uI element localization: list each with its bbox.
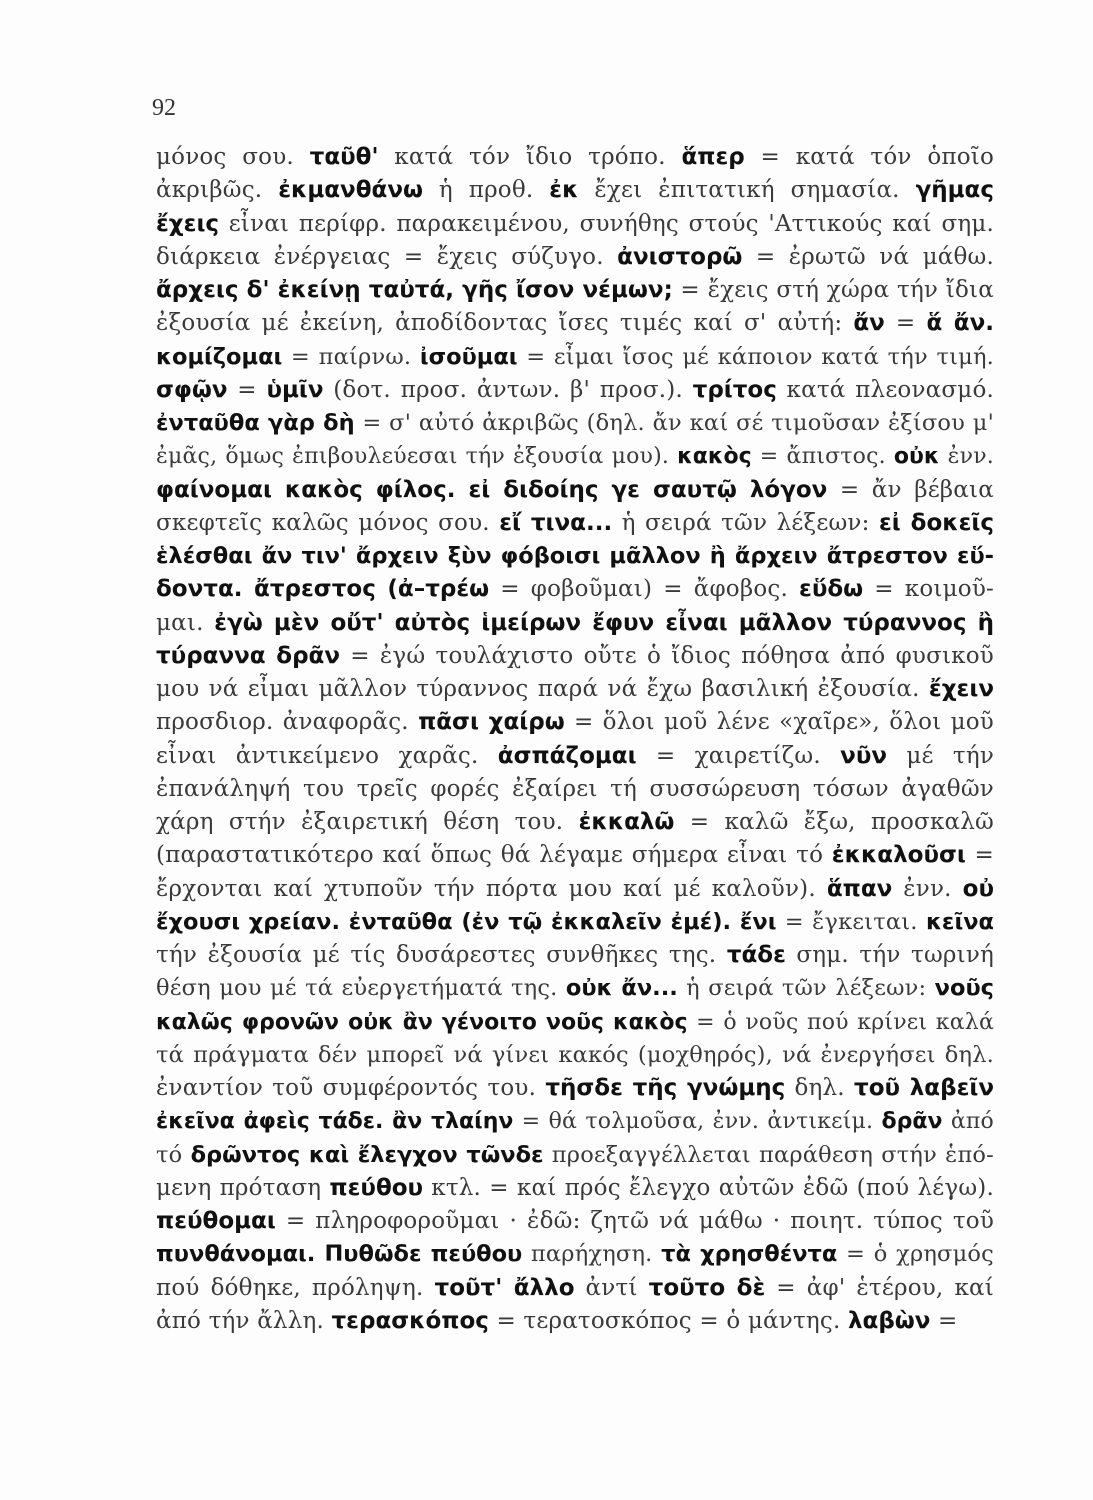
gloss-text: = ἄπιστος. — [751, 444, 894, 470]
gloss-text: ἡ σειρά τῶν λέξεων: — [612, 509, 879, 536]
gloss-text: = κοιμοῦ- — [863, 576, 994, 603]
lemma-bold: ἀνιστορῶ — [617, 243, 743, 270]
lemma-bold: γῆμας — [915, 177, 994, 204]
gloss-text: = ὁ νοῦς πού κρίνει καλά — [687, 1009, 994, 1035]
lemma-bold: τερασκόπος — [331, 1307, 489, 1334]
lemma-bold: σφῷν — [156, 376, 228, 403]
lemma-bold: ἄν — [853, 310, 885, 337]
text-line — [156, 1038, 994, 1071]
lemma-bold: ἄρχεις δ' ἐκείνῃ ταὐτά, γῆς ἴσον νέμων; — [156, 277, 673, 303]
gloss-text: μου νά εἶμαι μᾶλλον τύραννος παρά νά ἔχω βασιλική ἐξουσία. — [156, 676, 929, 702]
gloss-text: μόνος σου. — [156, 144, 310, 170]
text-line — [156, 739, 994, 772]
lemma-bold: ἐκκαλῶ — [578, 809, 675, 835]
commentary-text — [156, 140, 994, 1337]
lemma-bold: φαίνομαι κακὸς φίλος. εἰ διδοίης γε σαυτῷ λόγον — [156, 476, 828, 503]
gloss-text: (παραστατικότερο καί ὅπως θά λέγαμε σήμερα εἶναι τό — [156, 842, 832, 869]
text-line — [156, 1138, 994, 1171]
text-line — [156, 207, 994, 240]
gloss-text: τό — [156, 1141, 191, 1168]
text-line — [156, 838, 994, 871]
gloss-text: ἀπό — [942, 1109, 994, 1135]
lemma-bold: πᾶσι χαίρω — [418, 709, 565, 736]
lemma-bold: πεύθου — [329, 1174, 424, 1201]
gloss-text: κτλ. = καί πρός ἔλεγχο αὐτῶν ἐδῶ (πού λέγω). — [423, 1174, 994, 1201]
text-line — [156, 1171, 994, 1204]
text-line — [156, 1237, 994, 1270]
lemma-bold: ἐνταῦθα γὰρ δὴ — [156, 410, 355, 436]
lemma-bold: νοῦς — [934, 975, 994, 1002]
gloss-text: ἀκριβῶς. — [156, 177, 279, 204]
lemma-bold: κακὸς — [677, 444, 752, 470]
text-line — [156, 306, 994, 339]
gloss-text: ἐναντίον τοῦ συμφέροντός του. — [156, 1075, 546, 1101]
lemma-bold: νῦν — [840, 742, 888, 769]
gloss-text: ἔχει ἐπιτατική σημασία. — [578, 177, 916, 204]
lemma-bold: εἰ δοκεῖς — [878, 509, 994, 536]
lemma-bold: ἅπερ — [681, 144, 745, 170]
text-line — [156, 1071, 994, 1104]
gloss-text: ἡ προθ. — [422, 177, 550, 204]
lemma-bold: κομίζομαι — [156, 343, 283, 370]
lemma-bold: πυνθάνομαι. Πυθῶδε πεύθου — [156, 1241, 523, 1268]
lemma-bold: τύραννα δρᾶν — [156, 642, 341, 669]
lemma-bold: ἰσοῦμαι — [419, 343, 518, 370]
gloss-text: χάρη στήν ἐξαιρετική θέση του. — [156, 809, 579, 835]
lemma-bold: ἐγὼ μὲν οὔτ' αὐτὸς ἱμείρων ἔφυν εἶναι μᾶλλον τύραννος ἢ — [214, 609, 994, 636]
gloss-text: = πληροφοροῦμαι · ἐδῶ: ζητῶ νά μάθω · ποιητ. τύπος τοῦ — [275, 1208, 994, 1234]
text-line — [156, 340, 994, 373]
text-line — [156, 938, 994, 971]
text-line — [156, 406, 994, 439]
lemma-bold: ἔχειν — [928, 676, 994, 702]
text-line — [156, 1204, 994, 1237]
text-line — [156, 273, 994, 306]
gloss-text: κατά πλεονασμό. — [776, 376, 994, 403]
text-line — [156, 606, 994, 639]
lemma-bold: ἔχεις — [156, 210, 220, 237]
lemma-bold: καλῶς φρονῶν οὐκ ἂν γένοιτο νοῦς κακὸς — [156, 1009, 688, 1035]
gloss-text: = — [227, 376, 267, 403]
gloss-text: ἐξουσία μέ ἐκείνη, ἀποδίδοντας ἴσες τιμές καί σ' αὐτή: — [156, 310, 854, 337]
gloss-text: μαι. — [156, 609, 215, 636]
lemma-bold: δρᾶν — [881, 1109, 943, 1135]
text-line — [156, 672, 994, 705]
gloss-text: ἐνν. — [939, 444, 994, 470]
lemma-bold: τοῦτ' ἄλλο — [434, 1274, 575, 1301]
gloss-text: ἀπό τήν ἄλλη. — [156, 1307, 332, 1334]
text-line — [156, 572, 994, 605]
gloss-text: ἐπανάληψή του τρεῖς φορές ἐξαίρει τή συσσώρευση τόσων ἀγαθῶν — [156, 775, 994, 802]
gloss-text: = ἄν βέβαια — [827, 476, 994, 503]
gloss-text: ἡ σειρά τῶν λέξεων: — [677, 975, 935, 1002]
text-line — [156, 1104, 994, 1137]
text-line — [156, 140, 994, 173]
gloss-text: = ἐρωτῶ νά μάθω. — [742, 243, 994, 270]
lemma-bold: εἴ τινα... — [499, 509, 613, 536]
gloss-text: δηλ. — [785, 1075, 855, 1101]
text-line — [156, 373, 994, 406]
gloss-text: = — [930, 1307, 958, 1334]
lemma-bold: ἀσπάζομαι — [497, 742, 637, 769]
lemma-bold: ὑμῖν — [266, 376, 324, 403]
gloss-text: = ἔχεις στή χώρα τήν ἴδια — [672, 277, 994, 303]
gloss-text: = σ' αὐτό ἀκριβῶς (δηλ. ἄν καί σέ τιμοῦσαν ἐξίσου μ' — [354, 410, 994, 436]
gloss-text: παρήχηση. — [522, 1241, 662, 1268]
lemma-bold: ἐκεῖνα ἀφεὶς τάδε. ἂν τλαίην — [156, 1109, 514, 1135]
gloss-text: πού δόθηκε, πρόληψη. — [156, 1274, 435, 1301]
gloss-text: = φοβοῦμαι) = ἄφοβος. — [489, 576, 800, 603]
lemma-bold: ἐκμανθάνω — [278, 177, 423, 204]
gloss-text: σημ. τήν τωρινή — [785, 942, 994, 968]
gloss-text: εἶναι ἀντικείμενο χαρᾶς. — [156, 742, 498, 769]
lemma-bold: πεύθομαι — [156, 1208, 276, 1234]
lemma-bold: οὐκ — [893, 444, 940, 470]
text-line — [156, 772, 994, 805]
gloss-text: ἔρχονται καί χτυποῦν τήν πόρτα μου καί μέ καλοῦν). — [156, 875, 827, 902]
lemma-bold: τὰ χρησθέντα — [661, 1241, 838, 1268]
lemma-bold: ἅπαν — [826, 875, 893, 902]
text-line — [156, 240, 994, 273]
lemma-bold: δρῶντος καὶ ἔλεγχον τῶνδε — [190, 1141, 544, 1168]
lemma-bold: ἐκ — [549, 177, 579, 204]
gloss-text: ἐνν. — [892, 875, 963, 902]
gloss-text: προσδιορ. ἀναφορᾶς. — [156, 709, 419, 736]
text-line — [156, 1271, 994, 1304]
gloss-text: = ἔγκειται. — [776, 908, 926, 935]
text-line — [156, 705, 994, 738]
text-line — [156, 439, 994, 472]
gloss-text: εἶναι περίφρ. παρακειμένου, συνήθης στούς 'Αττικούς καί σημ. — [219, 210, 994, 237]
gloss-text: προεξαγγέλλεται παράθεση στήν ἑπό- — [543, 1141, 994, 1168]
lemma-bold: λαβὼν — [847, 1307, 931, 1334]
lemma-bold: οὐ — [962, 875, 994, 902]
gloss-text: = παίρνω. — [282, 343, 420, 370]
gloss-text: διάρκεια ἐνέργειας = ἔχεις σύζυγο. — [156, 243, 618, 270]
gloss-text: ἐμᾶς, ὅμως ἐπιβουλεύεσαι τήν ἐξουσία μου). — [156, 444, 678, 470]
lemma-bold: ἑλέσθαι ἄν τιν' ἄρχειν ξὺν φόβοισι μᾶλλον ἢ ἄρχειν ἄτρεστον εὕ- — [156, 543, 994, 569]
gloss-text: = ὁ χρησμός — [837, 1241, 994, 1268]
gloss-text: = — [965, 842, 994, 869]
gloss-text: σκεφτεῖς καλῶς μόνος σου. — [156, 509, 500, 536]
lemma-bold: δοντα. ἄτρεστος (ἀ–τρέω — [156, 576, 490, 603]
text-line — [156, 539, 994, 572]
text-line — [156, 506, 994, 539]
gloss-text: = ἀφ' ἑτέρου, καί — [765, 1274, 994, 1301]
text-line — [156, 173, 994, 206]
gloss-text: ἀντί — [574, 1274, 649, 1301]
gloss-text: κατά τόν ἴδιο τρόπο. — [378, 144, 682, 170]
gloss-text: τήν ἐξουσία μέ τίς δυσάρεστες συνθῆκες της. — [156, 942, 727, 968]
gloss-text: μέ τήν — [887, 742, 994, 769]
text-line — [156, 971, 994, 1004]
gloss-text: τά πράγματα δέν μπορεῖ νά γίνει κακός (μοχθηρός), νά ἐνεργήσει δηλ. — [156, 1041, 994, 1068]
gloss-text: (δοτ. προσ. ἀντων. β' προσ.). — [323, 376, 693, 403]
text-line — [156, 1304, 994, 1337]
lemma-bold: ταῦθ' — [309, 144, 379, 170]
gloss-text: μενη πρόταση — [156, 1174, 330, 1201]
text-line — [156, 805, 994, 838]
lemma-bold: τῆσδε τῆς γνώμης — [545, 1075, 786, 1101]
gloss-text: = χαιρετίζω. — [636, 742, 841, 769]
lemma-bold: κεῖνα — [925, 908, 994, 935]
lemma-bold: ἅ ἄν. — [926, 310, 994, 337]
lemma-bold: τοῦ λαβεῖν — [854, 1075, 994, 1101]
lemma-bold: ἐκκαλοῦσι — [831, 842, 966, 869]
lemma-bold: τάδε — [726, 942, 786, 968]
gloss-text: = τερατοσκόπος = ὁ μάντης. — [488, 1307, 848, 1334]
lemma-bold: τρίτος — [692, 376, 777, 403]
text-line — [156, 905, 994, 938]
text-line — [156, 639, 994, 672]
gloss-text: = ἐγώ τουλάχιστο οὔτε ὁ ἴδιος πόθησα ἀπό φυσικοῦ — [340, 642, 994, 669]
text-line — [156, 872, 994, 905]
lemma-bold: οὐκ ἄν... — [565, 975, 678, 1002]
gloss-text: = ὅλοι μοῦ λένε «χαῖρε», ὅλοι μοῦ — [564, 709, 994, 736]
lemma-bold: εὕδω — [799, 576, 864, 603]
text-line — [156, 1005, 994, 1038]
lemma-bold: τοῦτο δὲ — [648, 1274, 766, 1301]
gloss-text: = κατά τόν ὁποῖο — [744, 144, 994, 170]
gloss-text: = καλῶ ἔξω, προσκαλῶ — [674, 809, 994, 835]
gloss-text: = θά τολμοῦσα, ἐνν. ἀντικείμ. — [513, 1109, 882, 1135]
gloss-text: = — [884, 310, 927, 337]
text-line — [156, 473, 994, 506]
lemma-bold: ἔχουσι χρείαν. ἐνταῦθα (ἐν τῷ ἐκκαλεῖν ἐμέ). ἔνι — [156, 908, 777, 935]
gloss-text: θέση μου μέ τά εὐεργετήματά της. — [156, 975, 566, 1002]
gloss-text: = εἶμαι ἴσος μέ κάποιον κατά τήν τιμή. — [517, 343, 994, 370]
page-number: 92 — [152, 95, 176, 121]
